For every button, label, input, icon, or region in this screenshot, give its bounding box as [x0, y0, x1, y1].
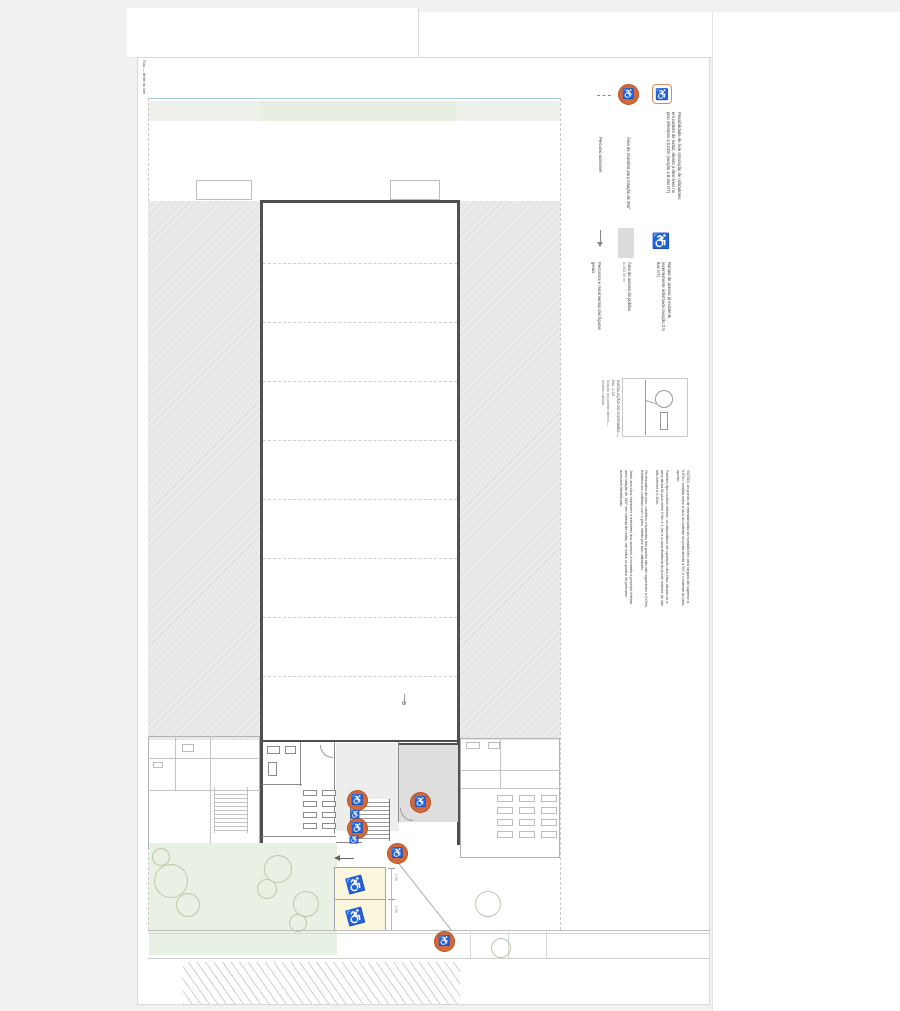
notes-paragraph-4: Junto aos vãos exteriores e interiores dos acessos à moradia é possível efetuar uma rotação de 360° em cadeira de rodas, em todos os pontos do percurso acessível identificado. [618, 470, 633, 605]
kerb-line [148, 930, 710, 931]
street-edge-label: Rua — limite do lote [142, 60, 146, 95]
desk [322, 801, 336, 807]
person-ramp-icon: ♿ [651, 233, 671, 250]
rear-porch-right [390, 180, 440, 200]
desk [303, 790, 317, 796]
desk [303, 801, 317, 807]
partition [336, 842, 362, 843]
sidewalk-tick [470, 930, 471, 958]
legend-label-manobra: Área de manobra para rotação de 360° [626, 137, 631, 210]
rear-strip-left [148, 101, 260, 121]
structural-gridline [263, 499, 457, 500]
sidewalk-line [148, 958, 710, 959]
detail-caption [600, 380, 621, 438]
legend-label-percurso: Percurso acessível [598, 137, 603, 173]
neighbour-desk [497, 795, 513, 802]
tree-sketch [257, 879, 277, 899]
neighbour-desk [497, 807, 513, 814]
fixture [488, 742, 500, 749]
main-stair [350, 799, 390, 841]
partition [262, 836, 336, 837]
tree-sketch [176, 893, 200, 917]
dashed-route-line-icon [597, 95, 611, 96]
gray-swatch-icon [618, 228, 634, 258]
water-line [148, 98, 560, 99]
sidewalk-tick [546, 930, 547, 958]
detail-caption-line2: fixação na parede lateral — modelo tubular [600, 380, 610, 427]
legend-label-area-publico [622, 262, 632, 332]
wheelchair-symbol-red: ♿ [349, 835, 359, 844]
partition [398, 742, 399, 822]
structural-gridline [263, 440, 457, 441]
rear-porch-left [196, 180, 252, 200]
entry-arrow [340, 858, 354, 859]
neighbour-desk [541, 819, 557, 826]
legend-area-publico-text: Área de acesso do público [627, 262, 632, 312]
detail-box [622, 378, 688, 437]
fixture [285, 746, 296, 754]
direction-arrow-head [597, 242, 603, 247]
partition [334, 742, 335, 834]
legend-label-livre-circulacao: Possibilidade de livre circulação de utilizadores em cadeira de rodas, devido a desníveis no piso inferiores a 0,02m (secção 4.8 das NT) [665, 112, 682, 200]
neighbour-line [500, 738, 501, 788]
rear-garden-strip [260, 101, 456, 121]
accessibility-marker: ♿ [347, 818, 368, 839]
legend-label-rampa: Rampa de acesso já existente, recentemente reformada (secção 2.5 das NT) [655, 262, 672, 331]
dim-label-stall1: 2.50 [394, 874, 398, 881]
structural-gridline [263, 381, 457, 382]
direction-arrow-icon [600, 230, 601, 242]
accessibility-marker: ♿ [347, 790, 368, 811]
right-panel [712, 12, 900, 1011]
top-toolbar-left [127, 8, 419, 58]
desk [303, 812, 317, 818]
structural-gridline [263, 676, 457, 677]
parcel-right [460, 201, 560, 740]
neighbour-desk [541, 831, 557, 838]
floor-divider-wall [262, 740, 458, 742]
notes-block [612, 470, 690, 610]
tree-sketch [491, 938, 511, 958]
rear-strip-right [456, 101, 560, 121]
tree-sketch [289, 914, 307, 932]
neighbour-desk [541, 795, 557, 802]
wheelchair-box-icon: ♿ [652, 84, 672, 104]
structural-gridlines [263, 200, 457, 740]
wheelchair-sketch: ♿ [344, 906, 367, 929]
lot-boundary-right [560, 98, 561, 930]
wheelchair-sketch: ♿ [344, 874, 367, 897]
desk [303, 823, 317, 829]
fixture [267, 746, 280, 754]
legend-area-publico-sub: A=102.00 m² [622, 262, 627, 283]
neighbour-line [148, 758, 260, 759]
neighbour-line [210, 736, 211, 850]
desk [322, 823, 336, 829]
fixture [153, 762, 163, 768]
neighbour-desk [519, 795, 535, 802]
tree-sketch [475, 891, 501, 917]
accessibility-marker: ♿ [410, 792, 431, 813]
structural-gridline [263, 558, 457, 559]
entry-arrow-head [334, 855, 340, 861]
fixture [182, 744, 194, 752]
detail-profile [660, 412, 668, 430]
accessibility-marker: ♿ [387, 843, 408, 864]
notes-paragraph-3: Os ressaltos de piso, caixilhos e batentes das portas não são superiores a 0,02m, medidos em contínuo com o piso, sendo por isso utilizáveis. [639, 470, 649, 608]
notes-paragraph-1: NOTAS: As portas de entrada/saída da moradia têm uma largura útil superior a 0,87m, medida entre a face do batente da porta aberta a 90° e o batente do lado oposto. [676, 470, 690, 606]
neighbour-line [460, 770, 560, 771]
structural-gridline [263, 263, 457, 264]
wheelchair-symbol-red: ♿ [350, 810, 360, 819]
structural-gridline [263, 617, 457, 618]
desk [322, 790, 336, 796]
fixture [268, 762, 277, 776]
neighbour-line [460, 788, 560, 789]
detail-circle [655, 390, 673, 408]
accessibility-marker: ♿ [434, 931, 455, 952]
street-hatch [183, 962, 460, 1005]
fixture [466, 742, 480, 749]
dim-label-stall2: 2.50 [394, 906, 398, 913]
neighbour-desk [519, 819, 535, 826]
partition [262, 784, 302, 785]
neighbour-desk [519, 831, 535, 838]
neighbour-desk [519, 807, 535, 814]
tree-sketch [152, 848, 170, 866]
orange-marker-icon: ♿ [618, 84, 639, 105]
neighbour-line [175, 736, 176, 790]
partition [300, 742, 301, 786]
detail-wall-line [645, 380, 646, 435]
neighbour-desk [497, 831, 513, 838]
kerb-line-2 [148, 933, 710, 934]
notes-paragraph-2: Paredes tipo modelo interior: os dispositivos de operação dos vãos situam-se a uma altura do piso entre 0,9m e 1,2m e a uma distância do bordo exterior do vão não inferior a 0,30m. [655, 470, 670, 607]
legend-label-percursos-movimentos: Percursos e movimentos das figuras gerais [591, 262, 602, 330]
section-mark-dot [402, 701, 406, 705]
detail-caption-line1: INSTALAÇÃO DO CORRIMÃO — Esc. 1:10 [610, 380, 620, 438]
stall-divider [334, 899, 386, 900]
dim-line [391, 868, 392, 931]
neighbour-stair [214, 787, 248, 833]
neighbour-desk [541, 807, 557, 814]
structural-gridline [263, 322, 457, 323]
desk [322, 812, 336, 818]
parcel-left [148, 201, 260, 740]
neighbour-desk [497, 819, 513, 826]
